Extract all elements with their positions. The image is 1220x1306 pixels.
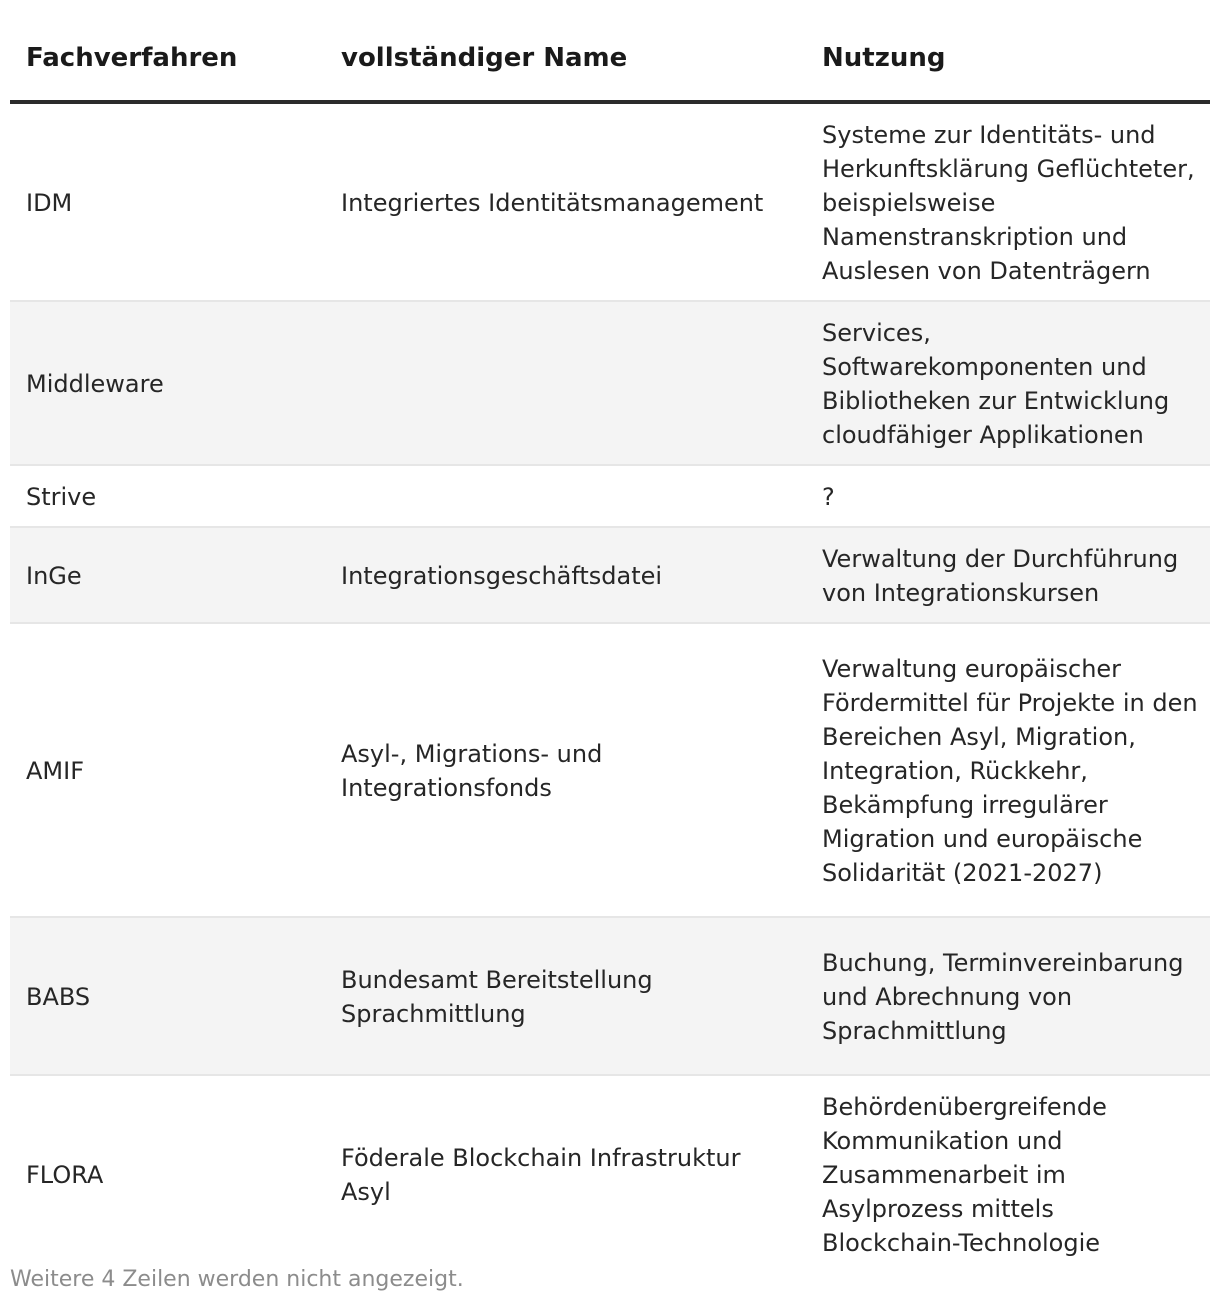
column-header-nutzung: Nutzung: [806, 0, 1210, 102]
cell-fachverfahren: Middleware: [10, 301, 325, 465]
table-body: [10, 102, 1210, 1272]
hidden-rows-note: Weitere 4 Zeilen werden nicht angezeigt.: [10, 1267, 464, 1292]
cell-vollstaendiger-name: Asyl-, Migrations- und Integrationsfonds: [325, 623, 806, 917]
cell-vollstaendiger-name: [325, 301, 806, 465]
cell-vollstaendiger-name: Föderale Blockchain Infrastruktur Asyl: [341, 1144, 741, 1206]
cell-nutzung: Behördenübergreifende Kommunikation und Zusammenarbeit im Asylprozess mittels Blockchain-Technologie: [822, 1093, 1107, 1257]
cell-vollstaendiger-name: Bundesamt Bereitstellung Sprachmittlung: [325, 917, 806, 1075]
table-row: [10, 917, 1210, 1075]
cell-vollstaendiger-name: Integrationsgeschäftsdatei: [325, 527, 806, 623]
cell-fachverfahren: IDM: [10, 102, 325, 301]
table-header: [10, 0, 1210, 102]
cell-fachverfahren: Strive: [10, 465, 325, 527]
table-row: [10, 465, 1210, 527]
cell-fachverfahren: AMIF: [10, 623, 325, 917]
cell-vollstaendiger-name: Integriertes Identitätsmanagement: [325, 102, 806, 301]
data-table-container: [10, 0, 1210, 1272]
table-row: [10, 623, 1210, 917]
table-row: [10, 1075, 1210, 1272]
cell-vollstaendiger-name: [325, 465, 806, 527]
table-row: [10, 301, 1210, 465]
cell-fachverfahren: BABS: [10, 917, 325, 1075]
header-row: [10, 0, 1210, 102]
cell-nutzung: Buchung, Terminvereinbarung und Abrechnung von Sprachmittlung: [806, 917, 1210, 1075]
cell-fachverfahren: FLORA: [26, 1161, 104, 1189]
cell-nutzung: Verwaltung europäischer Fördermittel für Projekte in den Bereichen Asyl, Migration, Integration, Rückkehr, Bekämpfung irregulärer Migration und europäische Solidarität (2021-2027): [806, 623, 1210, 917]
cell-nutzung: Verwaltung der Durchführung von Integrationskursen: [806, 527, 1210, 623]
cell-nutzung: Services, Softwarekomponenten und Bibliotheken zur Entwicklung cloudfähiger Applikationen: [806, 301, 1210, 465]
data-table: [10, 0, 1210, 1272]
table-row: [10, 102, 1210, 301]
cell-nutzung: Systeme zur Identitäts- und Herkunftsklärung Geflüchteter, beispielsweise Namenstranskription und Auslesen von Datenträgern: [806, 102, 1210, 301]
cell-fachverfahren: InGe: [10, 527, 325, 623]
column-header-fachverfahren: Fachverfahren: [10, 0, 325, 102]
cell-nutzung: ?: [806, 465, 1210, 527]
table-row: [10, 527, 1210, 623]
column-header-vollstaendiger-name: vollständiger Name: [325, 0, 806, 102]
